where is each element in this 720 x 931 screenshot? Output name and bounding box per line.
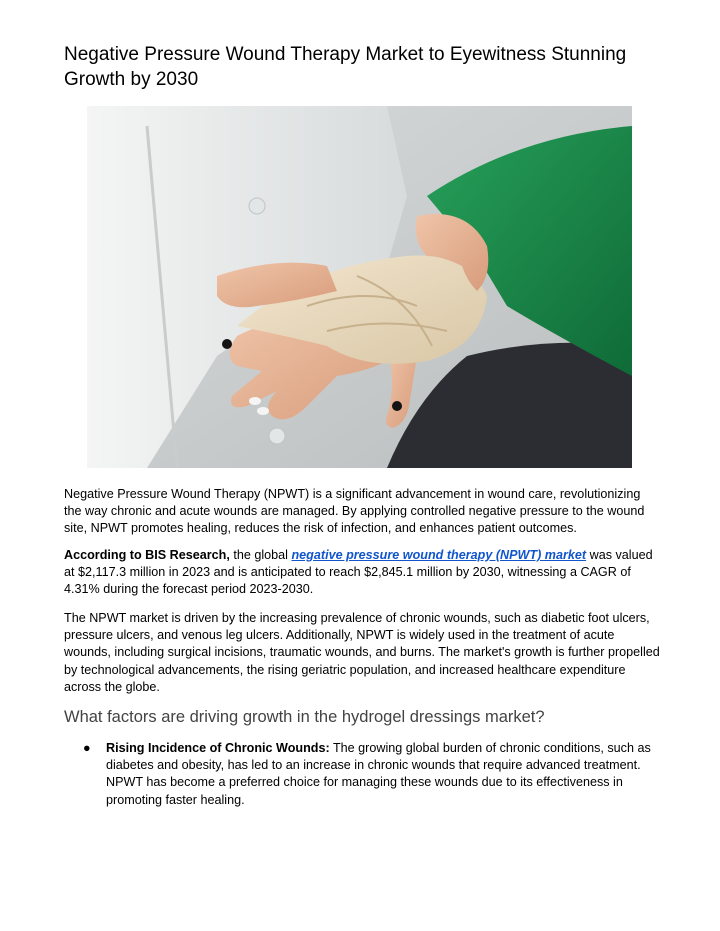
drivers-paragraph: The NPWT market is driven by the increasing prevalence of chronic wounds, such as diabetic foot ulcers, pressure ulcers, and venous leg ulcers. Additionally, NPWT is widely used in the treatment of acute wounds, including surgical incisions, traumatic wounds, and burns. The market's growth is further propelled by technological advancements, the rising geriatric population, and increased healthcare expenditure across the globe. (64, 611, 660, 694)
hero-image (87, 106, 632, 468)
list-item-text: The growing global burden of chronic conditions, such as diabetes and obesity, has led to an increase in chronic wounds that require advanced treatment. NPWT has become a preferred choice for managing these wounds due to its effectiveness in promoting faster healing. (106, 741, 651, 807)
post-link-text: was valued at $2,117.3 million in 2023 and is anticipated to reach $2,845.1 million by 2030, witnessing a CAGR of 4.31% during the forecast period 2023-2030. (64, 548, 653, 597)
section-heading: What factors are driving growth in the hydrogel dressings market? (64, 708, 545, 726)
pre-link-text: the global (229, 548, 292, 562)
npwt-market-link[interactable]: negative pressure wound therapy (NPWT) market (291, 548, 587, 562)
page-title: Negative Pressure Wound Therapy Market to Eyewitness Stunning Growth by 2030 (64, 44, 627, 90)
market-size-paragraph (64, 547, 660, 599)
bandaged-hand-illustration (87, 106, 632, 468)
source-lead: According to BIS Research, (64, 548, 230, 562)
intro-paragraph: Negative Pressure Wound Therapy (NPWT) is a significant advancement in wound care, revolutionizing the way chronic and acute wounds are managed. By applying controlled negative pressure to the wound site, NPWT promotes healing, reduces the risk of infection, and enhances patient outcomes. (64, 487, 645, 536)
bullet-marker: ● (83, 741, 91, 755)
list-item-label: Rising Incidence of Chronic Wounds: (106, 741, 330, 755)
drivers-list (64, 740, 660, 809)
list-item (64, 740, 660, 809)
